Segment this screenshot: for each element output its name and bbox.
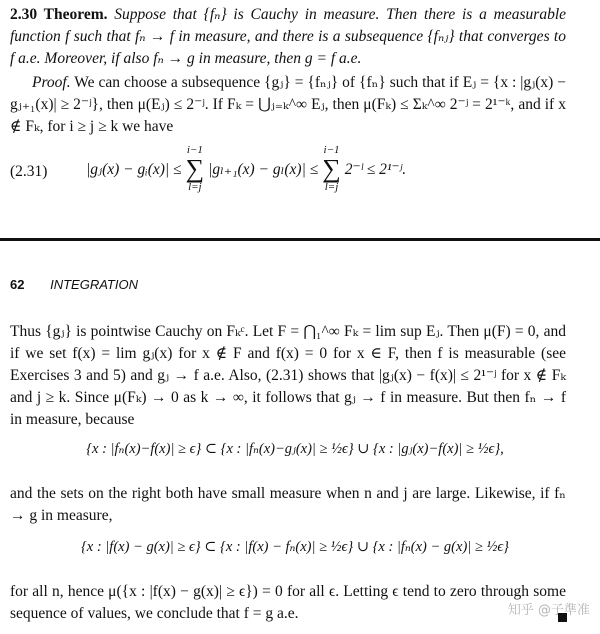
proof-paragraph xyxy=(10,72,566,138)
proof-label: Proof. xyxy=(32,74,71,91)
page-number: 62 xyxy=(10,277,25,292)
equation-number: (2.31) xyxy=(10,163,48,180)
sum-lower-limit: l=j xyxy=(188,181,202,193)
sum-upper-limit: i−1 xyxy=(186,144,203,156)
sum-upper-limit-2: i−1 xyxy=(323,144,340,156)
paragraph-2: and the sets on the right both have small measure when n and j are large. Likewise, if fₙ → g in measure, xyxy=(10,485,566,524)
theorem-statement: Suppose that {fₙ} is Cauchy in measure. Then there is a measurable function f such that fₙ → f in measure, and there is a subsequence {fₙⱼ} that converges to f a.e. Moreover, if also fₙ → g in measure, then g = f a.e. xyxy=(10,6,566,67)
next-page xyxy=(0,241,600,634)
sigma-symbol-2: ∑ xyxy=(322,154,341,183)
equation-2-31 xyxy=(86,145,406,193)
theorem-page-top xyxy=(0,0,600,238)
sigma-symbol: ∑ xyxy=(185,154,205,183)
proof-text: We can choose a subsequence {gⱼ} = {fₙⱼ} of {fₙ} such that if Eⱼ = {x : |gⱼ(x) − gⱼ₊₁(x)| ≥ 2⁻ʲ}, then μ(Eⱼ) ≤ 2⁻ʲ. If Fₖ = ⋃ⱼ₌ₖ^∞ Eⱼ, then μ(Fₖ) ≤ Σₖ^∞ 2⁻ʲ = 2¹⁻ᵏ, and if x ∉ Fₖ, for i ≥ j ≥ k we have xyxy=(10,74,566,135)
paragraph-3: for all n, hence μ({x : |f(x) − g(x)| ≥ ϵ}) = 0 for all ϵ. Letting ϵ tend to zero through some sequence of values, we conclude that f = g a.e. xyxy=(10,583,566,622)
theorem-block xyxy=(10,4,566,70)
running-title: INTEGRATION xyxy=(50,277,138,292)
equation-middle: |gₗ₊₁(x) − gₗ(x)| ≤ xyxy=(208,160,319,178)
display-equation-2: {x : |f(x) − g(x)| ≥ ϵ} ⊂ {x : |f(x) − fₙ(x)| ≥ ½ϵ} ∪ {x : |fₙ(x) − g(x)| ≥ ½ϵ} xyxy=(81,539,509,555)
running-header xyxy=(10,277,138,292)
display-equation-1: {x : |fₙ(x)−f(x)| ≥ ϵ} ⊂ {x : |fₙ(x)−gⱼ(x)| ≥ ½ϵ} ∪ {x : |gⱼ(x)−f(x)| ≥ ½ϵ}, xyxy=(86,441,504,457)
summation-2 xyxy=(322,145,341,193)
sum-lower-limit-2: l=j xyxy=(324,181,339,193)
equation-rhs: 2⁻ˡ ≤ 2¹⁻ʲ. xyxy=(344,160,407,178)
watermark: 知乎 @子準准 xyxy=(507,603,590,618)
theorem-label: 2.30 Theorem. xyxy=(10,6,108,23)
equation-lhs: |gⱼ(x) − gᵢ(x)| ≤ xyxy=(86,160,182,178)
summation-1 xyxy=(186,145,205,193)
paragraph-1: Thus {gⱼ} is pointwise Cauchy on Fₖᶜ. Let F = ⋂₁^∞ Fₖ = lim sup Eⱼ. Then μ(F) = 0, and if we set f(x) = lim gⱼ(x) for x ∉ F and f(x) = 0 for x ∈ F, then f is measurable (see Exercises 3 and 5) and gⱼ → f a.e. Also, (2.31) shows that |gⱼ(x) − f(x)| ≤ 2¹⁻ʲ for x ∉ Fₖ and j ≥ k. Since μ(Fₖ) → 0 as k → ∞, it follows that gⱼ → f in measure. But then fₙ → f in measure, because xyxy=(10,323,566,428)
